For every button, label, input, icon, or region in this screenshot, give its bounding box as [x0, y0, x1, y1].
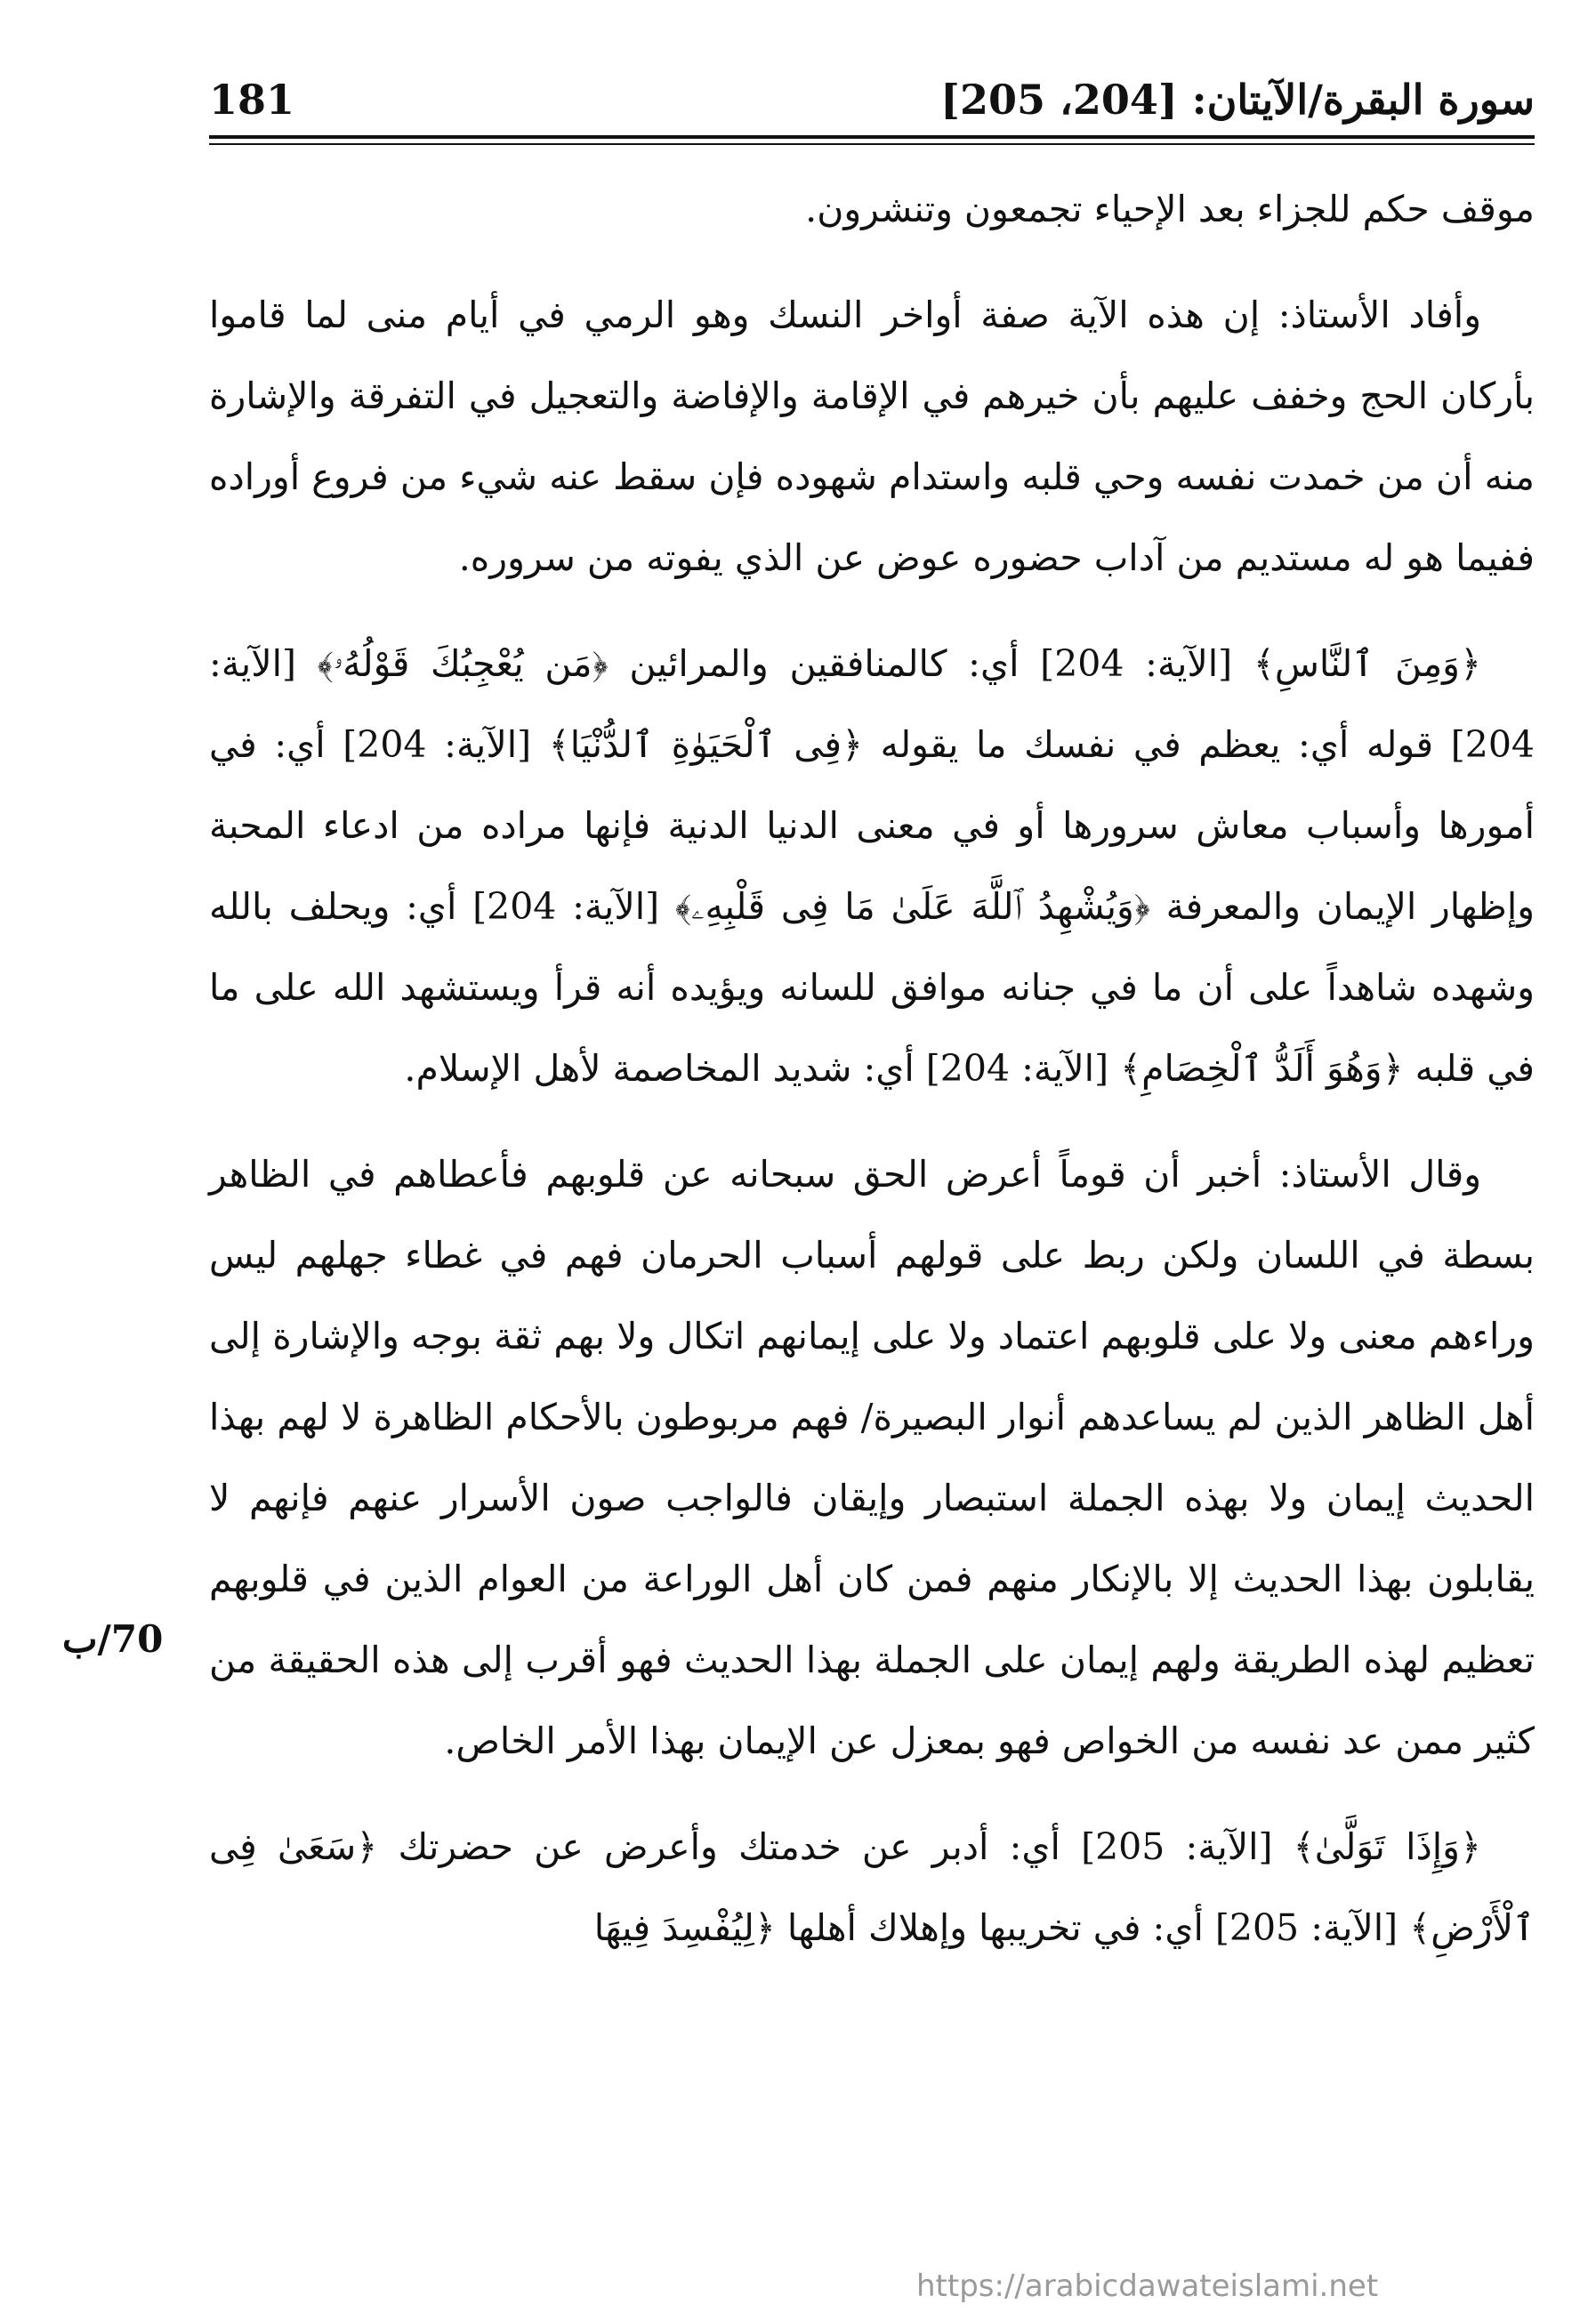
paragraph-2: وأفاد الأستاذ: إن هذه الآية صفة أواخر النسك وهو الرمي في أيام منى لما قاموا بأركان الحج وخفف عليهم بأن خيرهم في الإقامة والإفاضة والتعجيل في التفرقة والإشارة منه أن من خمدت نفسه وحي قلبه واستدام شهوده فإن سقط عنه شيء من فروع أوراده ففيما هو له مستديم من آداب حضوره عوض عن الذي يفوته من سروره.: [209, 294, 1535, 579]
header-rule-thick: [209, 135, 1535, 139]
body-text: [209, 169, 1535, 1994]
paragraph-5: ﴿وَإِذَا تَوَلَّىٰ﴾ [الآية: 205] أي: أدبر عن خدمتك وأعرض عن حضرتك ﴿سَعَىٰ فِى ٱلْأَرْضِ﴾ [الآية: 205] أي: في تخريبها وإهلاك أهلها ﴿لِيُفْسِدَ فِيهَا: [209, 1825, 1535, 1949]
header-rule-thin: [209, 143, 1535, 145]
page-header: [209, 76, 1535, 138]
margin-folio-note: 70/ب: [62, 1617, 164, 1661]
paragraph-3: ﴿وَمِنَ ٱلنَّاسِ﴾ [الآية: 204] أي: كالمنافقين والمرائين ﴿مَن يُعْجِبُكَ قَوْلُهُۥ﴾ [الآية: 204] قوله أي: يعظم في نفسك ما يقوله ﴿فِى ٱلْحَيَوٰةِ ٱلدُّنْيَا﴾ [الآية: 204] أي: في أمورها وأسباب معاش سرورها أو في معنى الدنيا الدنية فإنها مراده من ادعاء المحبة وإظهار الإيمان والمعرفة ﴿وَيُشْهِدُ ٱللَّهَ عَلَىٰ مَا فِى قَلْبِهِۦ﴾ [الآية: 204] أي: ويحلف بالله وشهده شاهداً على أن ما في جنانه موافق للسانه ويؤيده أنه قرأ ويستشهد الله على ما في قلبه ﴿وَهُوَ أَلَدُّ ٱلْخِصَامِ﴾ [الآية: 204] أي: شديد المخاصمة لأهل الإسلام.: [209, 642, 1536, 1090]
paragraph-4: وقال الأستاذ: أخبر أن قوماً أعرض الحق سبحانه عن قلوبهم فأعطاهم في الظاهر بسطة في اللسان ولكن ربط على قولهم أسباب الحرمان فهم في غطاء جهلهم ليس وراءهم معنى ولا على قلوبهم اعتماد ولا على إيمانهم اتكال ولا بهم ثقة بوجه والإشارة إلى أهل الظاهر الذين لم يساعدهم أنوار البصيرة/ فهم مربوطون بالأحكام الظاهرة لا لهم بهذا الحديث إيمان ولا بهذه الجملة استبصار وإيقان فالواجب صون الأسرار عنهم فإنهم لا يقابلون بهذا الحديث إلا بالإنكار منهم فمن كان أهل الوراعة من العوام الذين في قلوبهم تعظيم لهذه الطريقة ولهم إيمان على الجملة بهذا الحديث فهو أقرب إلى هذه الحقيقة من كثير ممن عد نفسه من الخواص فهو بمعزل عن الإيمان بهذا الأمر الخاص.: [209, 1153, 1535, 1762]
watermark-url: https://arabicdawateislami.net: [916, 2268, 1379, 2304]
paragraph-1: موقف حكم للجزاء بعد الإحياء تجمعون وتنشرون.: [805, 188, 1535, 230]
page-number: 181: [209, 76, 295, 124]
running-title: سورة البقرة/الآيتان: [204، 205]: [940, 76, 1535, 124]
